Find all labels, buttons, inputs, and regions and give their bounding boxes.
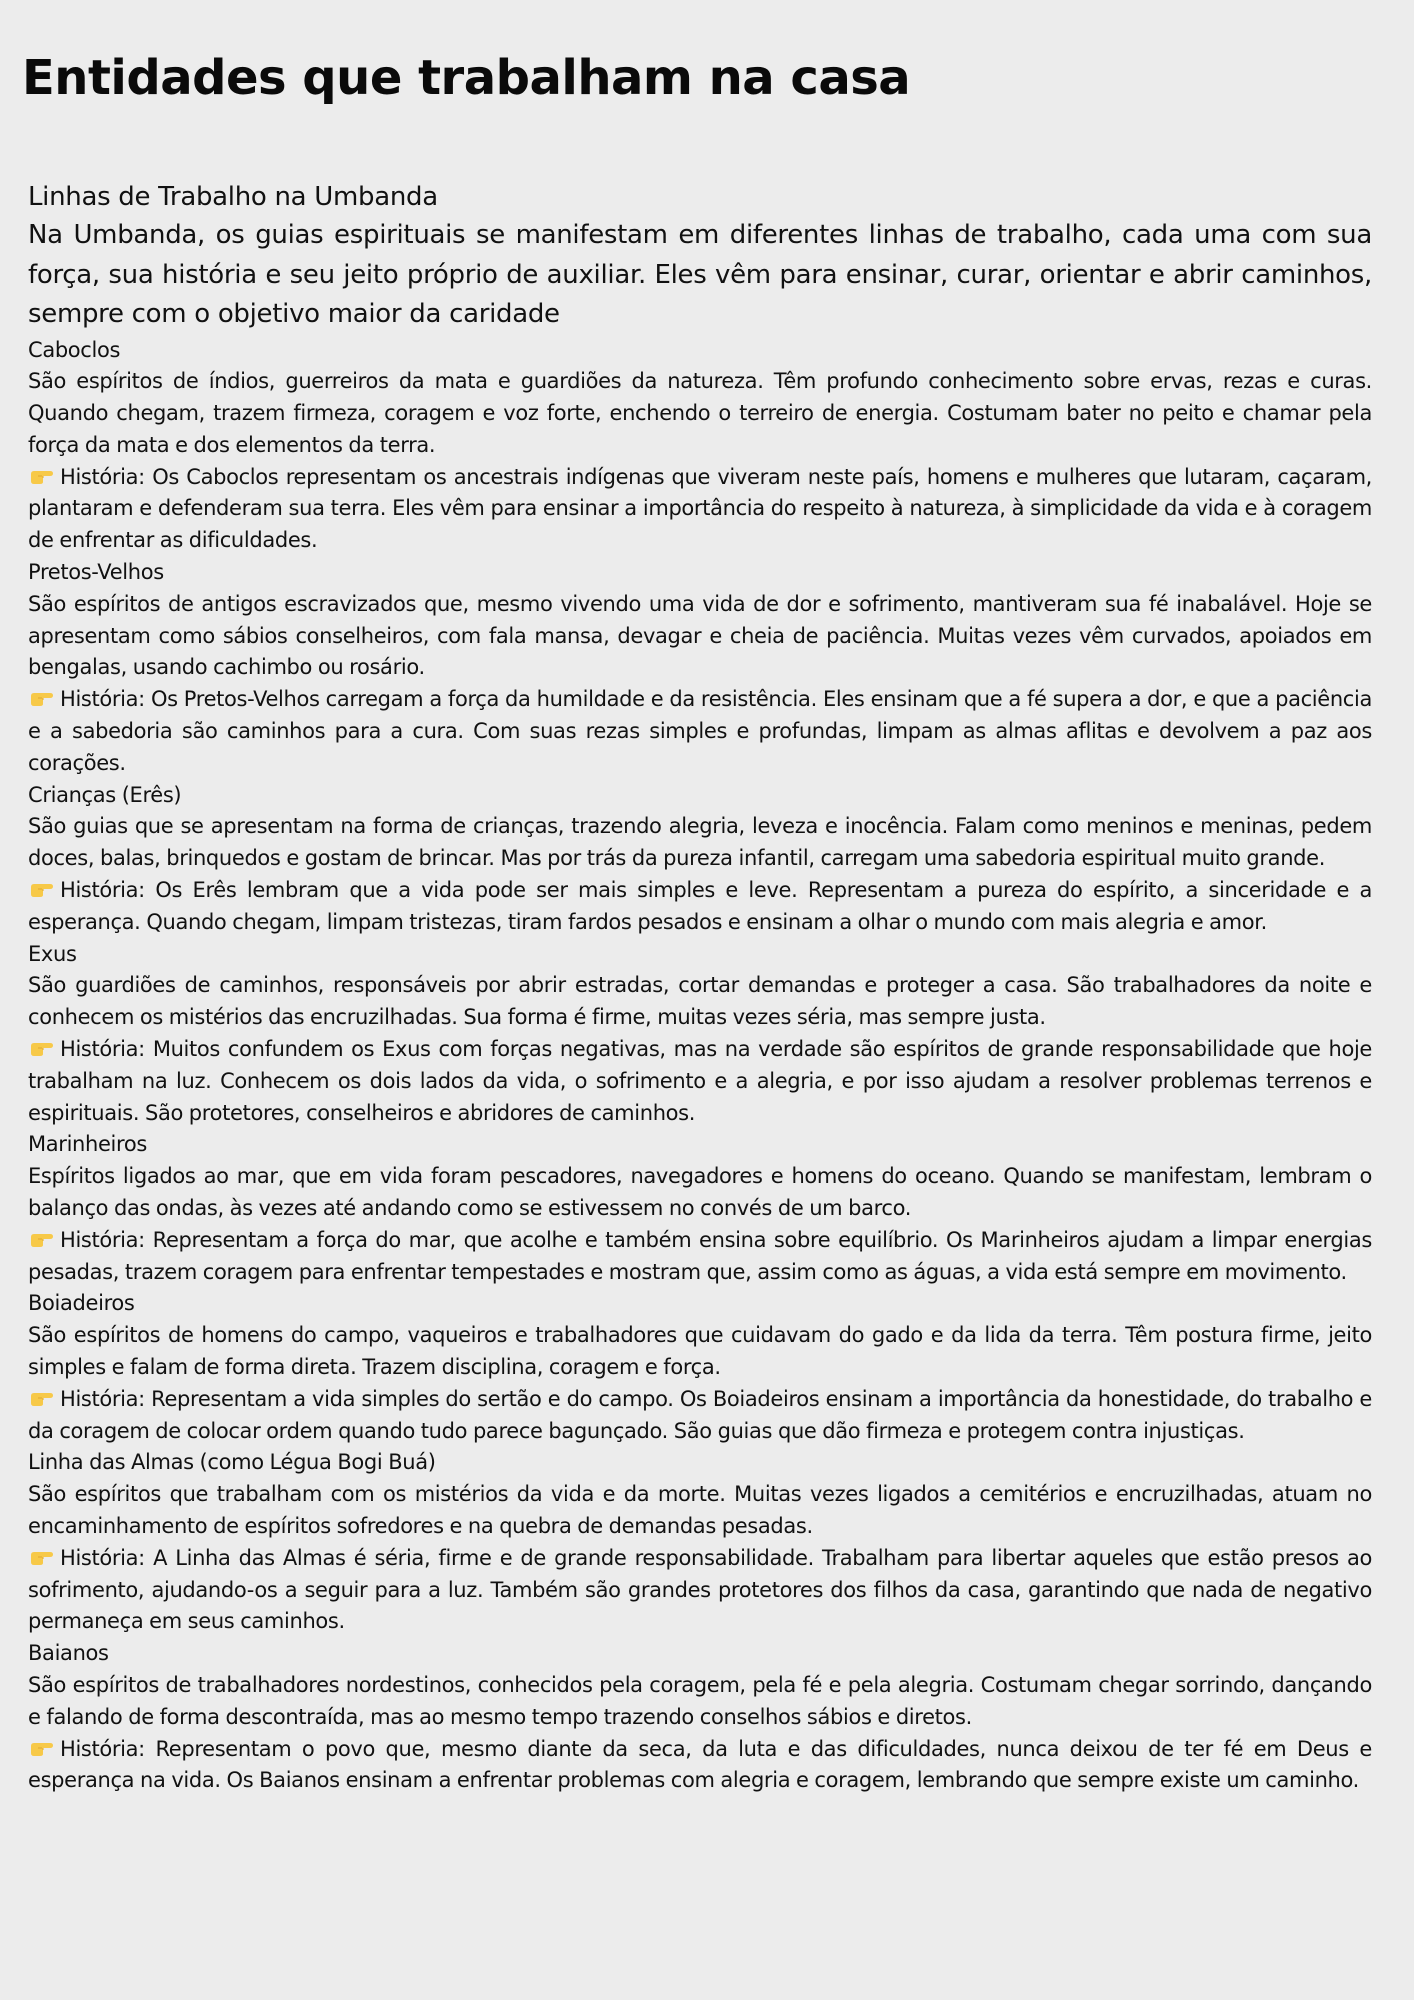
- entity-description: São espíritos de homens do campo, vaqueiros e trabalhadores que cuidavam do gado e da lida da terra. Têm postura firme, jeito simples e falam de forma direta. Trazem disciplina, coragem e força.: [28, 1323, 1372, 1379]
- entity-section: [28, 780, 1372, 939]
- entity-history-text: História: Representam o povo que, mesmo diante da seca, da luta e das dificuldades, nunca deixou de ter fé em Deus e esperança na vida. Os Baianos ensinam a enfrentar problemas com alegria e coragem, lembrando que sempre existe um caminho.: [28, 1736, 1372, 1793]
- pointing-right-hand-icon: [28, 1736, 56, 1754]
- pointing-right-hand-icon: [28, 1545, 56, 1563]
- entity-section: [28, 1288, 1372, 1447]
- pointing-right-hand-icon: [28, 1036, 56, 1054]
- entity-name: Exus: [28, 941, 77, 966]
- entity-section: [28, 557, 1372, 780]
- entity-name: Linha das Almas (como Légua Bogi Buá): [28, 1450, 436, 1475]
- entity-section: [28, 1129, 1372, 1288]
- entity-history: [28, 1225, 1372, 1289]
- entity-description: São espíritos de antigos escravizados que, mesmo vivendo uma vida de dor e sofrimento, mantiveram sua fé inabalável. Hoje se apresentam como sábios conselheiros, com fala mansa, devagar e cheia de paciência. Muitas vezes vêm curvados, apoiados em bengalas, usando cachimbo ou rosário.: [28, 591, 1372, 680]
- entity-description: São guardiões de caminhos, responsáveis por abrir estradas, cortar demandas e proteger a casa. São trabalhadores da noite e conhecem os mistérios das encruzilhadas. Sua forma é firme, muitas vezes séria, mas sempre justa.: [28, 973, 1372, 1030]
- pointing-right-hand-icon: [28, 1386, 56, 1404]
- entity-description: São guias que se apresentam na forma de crianças, trazendo alegria, leveza e inocência. Falam como meninos e meninas, pedem doces, balas, brinquedos e gostam de brincar. Mas por trás da pureza infantil, carregam uma sabedoria espiritual muito grande.: [28, 814, 1372, 871]
- pointing-right-hand-icon: [28, 464, 56, 482]
- entity-name: Marinheiros: [28, 1132, 147, 1157]
- entity-name: Boiadeiros: [28, 1291, 135, 1316]
- entity-history-text: História: A Linha das Almas é séria, firme e de grande responsabilidade. Trabalham para libertar aqueles que estão presos ao sofrimento, ajudando-os a seguir para a luz. Também são grandes protetores dos filhos da casa, garantindo que nada de negativo permaneça em seus caminhos.: [28, 1545, 1372, 1634]
- section-intro: Na Umbanda, os guias espirituais se manifestam em diferentes linhas de trabalho, cada uma com sua força, sua história e seu jeito próprio de auxiliar. Eles vêm para ensinar, curar, orientar e abrir caminhos, sempre com o objetivo maior da caridade: [28, 220, 1372, 329]
- entity-name: Baianos: [28, 1641, 109, 1666]
- page-title: Entidades que trabalham na casa: [22, 50, 911, 106]
- entity-history: [28, 1384, 1372, 1448]
- entity-history: [28, 684, 1372, 779]
- entity-name: Caboclos: [28, 337, 121, 362]
- entity-history-text: História: Muitos confundem os Exus com forças negativas, mas na verdade são espíritos de grande responsabilidade que hoje trabalham na luz. Conhecem os dois lados da vida, o sofrimento e a alegria, e por isso ajudam a resolver problemas terrenos e espirituais. São protetores, conselheiros e abridores de caminhos.: [28, 1037, 1372, 1125]
- entity-history: [28, 1034, 1372, 1129]
- entity-history-text: História: Representam a força do mar, que acolhe e também ensina sobre equilíbrio. Os Marinheiros ajudam a limpar energias pesadas, trazem coragem para enfrentar tempestades e mostram que, assim como as águas, a vida está sempre em movimento.: [28, 1227, 1372, 1284]
- entity-section: [28, 1447, 1372, 1638]
- entity-history: [28, 875, 1372, 939]
- entity-section: [28, 939, 1372, 1130]
- entity-section: [28, 1638, 1372, 1797]
- pointing-right-hand-icon: [28, 686, 56, 704]
- entity-description: Espíritos ligados ao mar, que em vida foram pescadores, navegadores e homens do oceano. Quando se manifestam, lembram o balanço das ondas, às vezes até andando como se estivessem no convés de um barco.: [28, 1164, 1372, 1221]
- entity-description: São espíritos de trabalhadores nordestinos, conhecidos pela coragem, pela fé e pela alegria. Costumam chegar sorrindo, dançando e falando de forma descontraída, mas ao mesmo tempo trazendo conselhos sábios e diretos.: [28, 1672, 1372, 1729]
- section-heading: Linhas de Trabalho na Umbanda: [28, 182, 438, 212]
- entity-history-text: História: Os Caboclos representam os ancestrais indígenas que viveram neste país, homens e mulheres que lutaram, caçaram, plantaram e defenderam sua terra. Eles vêm para ensinar a importância do respeito à natureza, à simplicidade da vida e à coragem de enfrentar as dificuldades.: [28, 464, 1372, 553]
- entity-history: [28, 1543, 1372, 1638]
- entity-history-text: História: Representam a vida simples do sertão e do campo. Os Boiadeiros ensinam a importância da honestidade, do trabalho e da coragem de colocar ordem quando tudo parece bagunçado. São guias que dão firmeza e protegem contra injustiças.: [28, 1386, 1372, 1443]
- pointing-right-hand-icon: [28, 1227, 56, 1245]
- entity-history-text: História: Os Erês lembram que a vida pode ser mais simples e leve. Representam a pureza do espírito, a sinceridade e a esperança. Quando chegam, limpam tristezas, tiram fardos pesados e ensinam a olhar o mundo com mais alegria e amor.: [28, 878, 1372, 934]
- entity-history: [28, 1734, 1372, 1798]
- entity-section: [28, 335, 1372, 558]
- entity-description: São espíritos de índios, guerreiros da mata e guardiões da natureza. Têm profundo conhecimento sobre ervas, rezas e curas. Quando chegam, trazem firmeza, coragem e voz forte, enchendo o terreiro de energia. Costumam bater no peito e chamar pela força da mata e dos elementos da terra.: [28, 369, 1372, 457]
- pointing-right-hand-icon: [28, 877, 56, 895]
- entity-name: Pretos-Velhos: [28, 560, 164, 585]
- entity-history: [28, 462, 1372, 557]
- entity-list: [28, 335, 1372, 1798]
- entity-name: Crianças (Erês): [28, 782, 182, 807]
- entity-history-text: História: Os Pretos-Velhos carregam a força da humildade e da resistência. Eles ensinam que a fé supera a dor, e que a paciência e a sabedoria são caminhos para a cura. Com suas rezas simples e profundas, limpam as almas aflitas e devolvem a paz aos corações.: [28, 687, 1372, 775]
- entity-description: São espíritos que trabalham com os mistérios da vida e da morte. Muitas vezes ligados a cemitérios e encruzilhadas, atuam no encaminhamento de espíritos sofredores e na quebra de demandas pesadas.: [28, 1482, 1372, 1538]
- document-content: [28, 178, 1372, 1797]
